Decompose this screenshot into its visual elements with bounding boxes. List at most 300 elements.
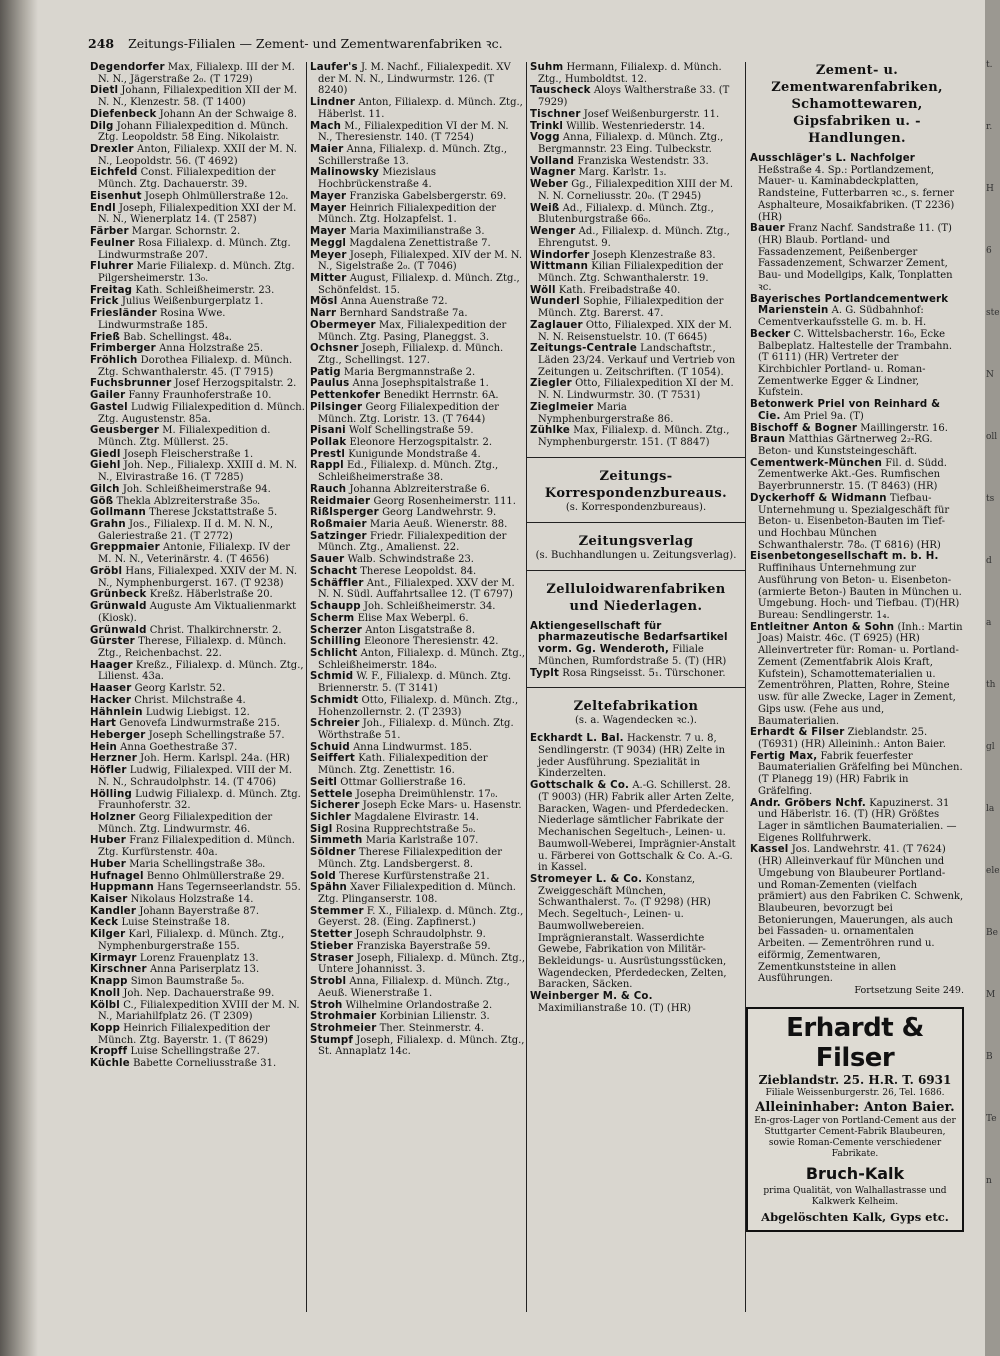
entry-name: Dietl — [90, 85, 119, 97]
directory-entry — [310, 789, 526, 801]
directory-entry — [310, 97, 526, 120]
entry-details: Hans, Filialexped. XXIV der M. N. N., Nymphenburgerst. 167. (T 9238) — [98, 565, 298, 589]
directory-entry — [530, 156, 742, 168]
entry-name: Stroh — [310, 999, 343, 1011]
entry-name: Pettenkofer — [310, 390, 381, 402]
entry-details: Therese Kurfürstenstraße 21. — [339, 870, 490, 882]
entry-name: Gürster — [90, 636, 135, 648]
entry-name: Schlicht — [310, 647, 358, 659]
edge-text: la — [986, 804, 995, 814]
entry-details: Ant., Filialexped. XXV der M. N. N. Südl. Auffahrtsallee 12. (T 6797) — [318, 577, 515, 601]
entry-name: Patig — [310, 366, 341, 378]
entry-details: Joseph, Filialexpedition XXI der M. N. N., Wienerplatz 14. (T 2587) — [98, 202, 297, 226]
entry-details: Friedr. Filialexpedition der Münch. Ztg., Amalienst. 22. — [318, 530, 507, 554]
directory-entry — [750, 622, 964, 727]
directory-entry — [750, 798, 964, 845]
entry-details: Christ. Thalkirchnerstr. 2. — [149, 624, 282, 636]
directory-entry — [90, 402, 305, 425]
entries-zelluloid — [530, 621, 742, 680]
directory-entry — [750, 294, 964, 329]
edge-text: ste — [986, 308, 1000, 318]
edge-text: N — [986, 370, 994, 380]
directory-entry — [90, 167, 305, 190]
directory-entry — [310, 906, 526, 929]
entry-name: Bauer — [750, 223, 785, 235]
directory-entry — [310, 882, 526, 905]
entry-name: Gollmann — [90, 507, 146, 519]
directory-entry — [90, 332, 305, 344]
entry-details: C. Wittelsbacherstr. 16₀, Ecke Balbeplatz. Haltestelle der Trambahn. (T 6111) (HR) Vertreter der Kirchbichler Portland- u. Roman-Zementwerke Egger & Lindner, Kufstein. — [758, 328, 953, 399]
directory-entry — [530, 285, 742, 297]
directory-entry — [90, 1046, 305, 1058]
edge-text: ts — [986, 494, 995, 504]
entry-name: Satzinger — [310, 530, 367, 542]
entry-details: Margar. Schornstr. 2. — [131, 226, 241, 238]
directory-entry — [90, 390, 305, 402]
directory-entry — [750, 223, 964, 293]
divider — [526, 570, 746, 571]
entry-details: Max, Filialexp. III der M. N. N., Jägerstraße 2₀. (T 1729) — [98, 62, 295, 85]
entry-name: Söldner — [310, 847, 356, 859]
entry-details: Kath. Filialexpedition der Münch. Ztg. Zenettistr. 16. — [318, 753, 488, 777]
directory-entry — [90, 296, 305, 308]
directory-entry — [310, 742, 526, 754]
entry-name: Hölling — [90, 788, 132, 800]
entry-name: Meggl — [310, 237, 347, 249]
entry-name: Greppmaier — [90, 542, 160, 554]
entries-zelte — [530, 733, 742, 1014]
entry-details: Josef Herzogspitalstr. 2. — [174, 378, 297, 390]
directory-entry — [750, 434, 964, 457]
entry-name: Wöll — [530, 284, 556, 296]
entry-details: Anna, Filialexp. d. Münch. Ztg., Bergmannstr. 23 Eing. Tulbeckstr. — [538, 132, 724, 156]
ad-description: En-gros-Lager von Portland-Cement aus der Stuttgarter Cement-Fabrik Blaubeuren, sowie Roman-Cemente verschiedener Fabrikate. — [754, 1115, 956, 1159]
directory-entry — [90, 976, 305, 988]
entry-details: Marg. Karlstr. 1₃. — [578, 167, 667, 179]
ad-owner: Alleininhaber: Anton Baier. — [755, 1099, 955, 1115]
entry-details: Anna, Filialexp. d. Münch. Ztg., Schillerstraße 13. — [318, 144, 508, 167]
directory-entry — [90, 625, 305, 637]
entry-name: Ochsner — [310, 343, 359, 355]
directory-entry — [310, 812, 526, 824]
directory-entry — [530, 109, 742, 121]
directory-entry — [90, 507, 305, 519]
entry-details: Eleonore Herzogspitalstr. 2. — [349, 437, 493, 448]
entry-name: Kopp — [90, 1022, 121, 1034]
entry-name: Grahn — [90, 519, 126, 531]
entry-details: Fil. d. Südd. Zementwerke Akt.-Ges. Rumfischen Bayerbrunnerstr. 15. (T 8463) (HR) — [758, 457, 947, 493]
entry-details: Miezislaus Hochbrückenstraße 4. — [318, 167, 437, 191]
directory-entry — [750, 153, 964, 223]
entry-details: Heinrich Filialexpedition der Münch. Ztg. Bayerstr. 1. (T 8629) — [98, 1022, 270, 1046]
edge-text: H — [986, 184, 994, 194]
entry-details: Joseph, Filialexped. XIV der M. N. N., Sigelstraße 2₀. (T 7046) — [318, 249, 523, 273]
entry-name: Sigl — [310, 823, 333, 835]
entry-details: Jos., Filialexp. II d. M. N. N., Galeriestraße 21. (T 2772) — [98, 519, 274, 542]
directory-entry — [310, 460, 526, 483]
directory-entry — [530, 991, 742, 1014]
entry-details: M. Filialexpedition d. Münch. Ztg. Müllerst. 25. — [98, 425, 271, 448]
directory-entry — [310, 519, 526, 531]
running-header — [88, 35, 503, 52]
entry-details: Maria Nymphenburgerstraße 86. — [538, 401, 674, 425]
directory-entry — [530, 167, 742, 179]
entry-name: Wagner — [530, 167, 576, 179]
entry-name: Dyckerhoff & Widmann — [750, 492, 887, 504]
directory-entry — [310, 296, 526, 308]
directory-entry — [530, 296, 742, 319]
entry-name: Settele — [310, 788, 353, 800]
entry-details: Kreßz. Häberlstraße 20. — [149, 589, 273, 601]
entry-details: Maximilianstraße 10. (T) (HR) — [538, 1002, 691, 1014]
entry-name: Andr. Gröbers Nchf. — [750, 797, 866, 809]
directory-entry — [90, 953, 305, 965]
directory-entry — [90, 109, 305, 121]
entry-name: Roßmaier — [310, 519, 367, 531]
directory-entry — [310, 824, 526, 836]
entry-name: Scherzer — [310, 624, 363, 636]
entry-name: Grünwald — [90, 624, 147, 636]
entry-details: Julius Weißenburgerplatz 1. — [121, 296, 264, 308]
directory-entry — [310, 1035, 526, 1058]
directory-entry — [90, 1058, 305, 1070]
entry-name: Pilsinger — [310, 401, 363, 413]
entry-name: Haaser — [90, 683, 132, 695]
entry-details: Josepha Dreimühlenstr. 17₀. — [355, 788, 498, 800]
entry-details: Maria Bergmannstraße 2. — [343, 366, 476, 378]
directory-entry — [90, 906, 305, 918]
entry-name: Schuid — [310, 741, 350, 753]
section-note-zelte: (s. a. Wagendecken ꝛc.). — [575, 715, 697, 727]
entry-details: Ad., Filialexp. d. Münch. Ztg., Ehrengutst. 9. — [538, 226, 730, 249]
entry-details: Georg Filialexpedition der Münch. Ztg. Loristr. 13. (T 7644) — [318, 401, 499, 425]
directory-entry — [310, 226, 526, 238]
entry-name: Mayer — [310, 226, 347, 238]
section-title-zelluloid: Zelluloidwarenfabriken und Niederlagen. — [546, 581, 726, 614]
entry-name: Gastel — [90, 401, 128, 413]
entry-name: Frieß — [90, 331, 121, 343]
directory-entry — [530, 132, 742, 155]
edge-text: B — [986, 1052, 993, 1062]
entry-details: Willib. Westenriederstr. 14. — [566, 120, 705, 132]
section-note-korrespondenz: (s. Korrespondenzbureaus). — [565, 501, 707, 513]
entry-details: Georg Rosenheimerstr. 111. — [373, 495, 516, 507]
entry-details: M., Filialexpedition VI der M. N. N., Theresienstr. 140. (T 7254) — [318, 120, 509, 144]
directory-entry — [310, 835, 526, 847]
entry-name: Maier — [310, 144, 344, 156]
entry-details: Elise Max Weberpl. 6. — [357, 612, 469, 624]
entry-name: Vogg — [530, 132, 560, 144]
edge-text: M — [986, 990, 996, 1000]
directory-entry — [90, 1023, 305, 1046]
edge-text: oll — [986, 432, 998, 442]
entry-name: Weinberger M. & Co. — [530, 991, 653, 1003]
section-title-zement: Zement- u. Zementwarenfabriken, Schamottewaren, Gipsfabriken u. -Handlungen. — [771, 63, 943, 146]
entry-details: Otto, Filialexped. XIX der M. N. N. Reisenstuelstr. 10. (T 6645) — [538, 319, 732, 343]
directory-entry — [310, 1000, 526, 1012]
entry-name: Schmid — [310, 671, 354, 683]
entry-details: Xaver Filialexpedition d. Münch. Ztg. Plinganserstr. 108. — [318, 882, 516, 906]
entry-details: Antonie, Filialexp. IV der M. N. N., Veterinärstr. 4. (T 4656) — [98, 542, 291, 566]
directory-entry — [90, 835, 305, 858]
directory-entry — [90, 121, 305, 144]
directory-entry — [310, 402, 526, 425]
entry-details: F. X., Filialexp. d. Münch. Ztg., Geyerst. 28. (Eing. Zapfinerst.) — [318, 905, 524, 929]
entry-name: Reidmaier — [310, 495, 371, 507]
entry-name: Laufer's — [310, 62, 358, 73]
entry-name: Meyer — [310, 249, 347, 261]
entry-details: Kapuzinerst. 31 und Häberlstr. 16. (T) (HR) Größtes Lager in sämtlichen Baumaterialien. — Eigenes Rollfuhrwerk. — [758, 797, 957, 844]
directory-entry — [750, 458, 964, 493]
directory-entry — [750, 399, 964, 422]
entry-details: Johann Bayerstraße 87. — [139, 905, 260, 917]
directory-entry — [310, 203, 526, 226]
entry-name: Entleitner Anton & Sohn — [750, 621, 895, 633]
section-title-verlag: Zeitungsverlag — [578, 533, 694, 549]
entry-details: Sophie, Filialexpedition der Münch. Ztg. Barerst. 47. — [538, 296, 724, 320]
entry-name: Braun — [750, 434, 786, 446]
entry-name: Wenger — [530, 226, 576, 238]
entry-name: Seitl — [310, 776, 338, 788]
entry-details: Nikolaus Holzstraße 14. — [130, 894, 254, 906]
entry-details: Therese Filialexpedition der Münch. Ztg. Landsbergerst. 8. — [318, 847, 502, 870]
directory-entry — [310, 566, 526, 578]
entry-details: A.-G. Schillerst. 28. (T 9003) (HR) Fabrik aller Arten Zelte, Baracken, Wagen- und Pferdedecken. Niederlage sämtlicher Fabrikate der Mechanischen Segeltuch-, Leinen- u. Baumwoll-Weberei, Imprägnier-Anstalt u. Färberei von Gottschalk & Co. A.-G. in Kassel. — [538, 780, 736, 874]
entry-details: Georg Karlstr. 52. — [134, 683, 226, 695]
entry-details: Anton Lisgatstraße 8. — [365, 624, 476, 636]
entry-details: Christ. Milchstraße 4. — [134, 694, 246, 706]
entry-details: Matthias Gärtnerweg 2₂-RG. Beton- und Kunststeingeschäft. — [758, 434, 933, 457]
entry-name: Höfler — [90, 765, 127, 777]
entry-name: Eisenhut — [90, 190, 142, 202]
entry-name: Herzner — [90, 753, 137, 765]
entry-name: Kandler — [90, 905, 137, 917]
directory-entry — [90, 871, 305, 883]
entry-details: Joh. Schleißheimerstraße 94. — [122, 483, 271, 495]
directory-entry — [310, 625, 526, 637]
entry-details: Anna Goethestraße 37. — [120, 741, 238, 753]
directory-entry — [310, 425, 526, 437]
directory-entry — [530, 179, 742, 202]
directory-entry — [90, 62, 305, 85]
directory-entry — [310, 941, 526, 953]
edge-text: Te — [986, 1114, 997, 1124]
section-note-verlag: (s. Buchhandlungen u. Zeitungsverlag). — [535, 549, 737, 561]
directory-entry — [90, 378, 305, 390]
entry-details: Otto, Filialexp. d. Münch. Ztg., Hohenzollernstr. 2. (T 2393) — [318, 694, 519, 718]
entry-details: Ed., Filialexp. d. Münch. Ztg., Schleißheimerstraße 38. — [318, 460, 499, 484]
directory-entry — [310, 367, 526, 379]
entry-name: Strohmeier — [310, 1022, 377, 1034]
entry-details: Johann An der Schwaige 8. — [159, 108, 297, 120]
entry-name: Scherm — [310, 612, 355, 624]
entry-name: Gailer — [90, 390, 126, 402]
directory-entry — [310, 648, 526, 671]
entry-details: August, Filialexp. d. Münch. Ztg., Schönfeldst. 15. — [318, 272, 520, 296]
entry-name: Haager — [90, 659, 133, 671]
directory-entry — [90, 589, 305, 601]
entry-name: Ausschläger's L. Nachfolger — [750, 153, 916, 164]
directory-entry — [750, 844, 964, 985]
edge-text: r. — [986, 122, 993, 132]
entry-name: Paulus — [310, 378, 350, 390]
directory-entry — [310, 62, 526, 97]
entry-details: Ludwig Filialexp. d. Münch. Ztg. Fraunhoferstr. 32. — [98, 788, 301, 812]
entry-details: Joh. Herm. Karlspl. 24a. (HR) — [140, 753, 290, 765]
directory-entry — [90, 859, 305, 871]
entry-details: Rosa Filialexp. d. Münch. Ztg. Lindwurmstraße 207. — [98, 237, 291, 261]
entry-details: Ludwig Filialexpedition d. Münch. Ztg. Augustenstr. 85a. — [98, 401, 305, 425]
directory-entry — [310, 636, 526, 648]
entry-details: W. F., Filialexp. d. Münch. Ztg. Briennerstr. 5. (T 3141) — [318, 671, 512, 695]
entry-details: Therese, Filialexp. d. Münch. Ztg., Reichenbachst. 22. — [98, 636, 287, 659]
directory-entry — [90, 765, 305, 788]
entry-name: Göß — [90, 495, 114, 507]
entry-details: Zieblandstr. 25. (T6931) (HR) Alleininh.: Anton Baier. — [758, 727, 946, 750]
entry-details: Maria Karlstraße 107. — [365, 835, 479, 847]
directory-entry — [310, 343, 526, 366]
entry-name: Fertig Max, — [750, 750, 818, 762]
entry-details: Rosa Ringseisst. 5₁. Türschoner. — [562, 667, 726, 679]
directory-entry — [90, 695, 305, 707]
directory-entry — [310, 800, 526, 812]
entry-details: Wilhelmine Orlandostraße 2. — [345, 999, 493, 1011]
entry-name: Hacker — [90, 694, 132, 706]
directory-entry — [310, 378, 526, 390]
entry-details: Luise Steinstraße 18. — [121, 917, 230, 929]
directory-entry — [90, 542, 305, 565]
entry-name: Huber — [90, 858, 127, 870]
entry-details: Joh. Nep. Dachauerstraße 99. — [123, 987, 275, 999]
ad-address: Zieblandstr. 25. H.R. T. 6931 — [758, 1072, 952, 1087]
ad-closing: Abgelöschten Kalk, Gyps etc. — [761, 1209, 949, 1224]
entry-name: Feulner — [90, 237, 135, 249]
entry-name: Mayer — [310, 202, 347, 214]
entry-details: Josef Weißenburgerstr. 11. — [583, 108, 720, 120]
entry-name: Ziegler — [530, 378, 572, 390]
directory-entry — [530, 402, 742, 425]
entry-name: Frimberger — [90, 343, 156, 355]
entry-name: Typlt — [530, 667, 560, 679]
directory-entry — [530, 780, 742, 874]
directory-entry — [90, 742, 305, 754]
directory-entry — [90, 425, 305, 448]
entry-name: Schilling — [310, 636, 361, 648]
divider — [526, 522, 746, 523]
edge-text: Be — [986, 928, 998, 938]
directory-entry — [310, 753, 526, 776]
directory-entry — [310, 191, 526, 203]
entry-name: Rißlsperger — [310, 507, 379, 519]
entry-name: Erhardt & Filser — [750, 727, 845, 739]
entry-name: Sicherer — [310, 800, 360, 812]
entry-name: Spähn — [310, 882, 348, 894]
directory-entry — [90, 566, 305, 589]
entry-name: Stumpf — [310, 1034, 353, 1046]
entry-name: Zeitungs-Centrale — [530, 343, 637, 355]
entry-name: Holzner — [90, 812, 136, 823]
entry-name: Küchle — [90, 1058, 130, 1070]
advertisement-box — [746, 1007, 964, 1232]
entry-name: Tischner — [530, 108, 581, 120]
entry-details: Anna, Filialexp. d. Münch. Ztg., Aeuß. Wienerstraße 1. — [318, 976, 510, 999]
entry-details: Hermann, Filialexp. d. Münch. Ztg., Humboldtst. 12. — [538, 62, 722, 85]
entry-name: Eichfeld — [90, 167, 138, 179]
directory-entry — [310, 671, 526, 694]
entry-details: Ther. Steinmerstr. 4. — [379, 1022, 485, 1034]
entry-details: Ad., Filialexp. d. Münch. Ztg., Blutenburgstraße 66₀. — [538, 202, 714, 226]
entry-name: Mitter — [310, 272, 347, 284]
entry-name: Kirschner — [90, 964, 147, 976]
entry-name: Sichler — [310, 812, 351, 823]
edge-text: d — [986, 556, 992, 566]
entry-name: Aktiengesellschaft für pharmazeutische Bedarfsartikel vorm. Gg. Wenderoth, — [530, 620, 728, 656]
entry-name: Bayerisches Portlandcementwerk Marienstein — [750, 293, 949, 317]
directory-entry — [310, 144, 526, 167]
entry-details: J. M. Nachf., Filialexpedit. XV der M. N. N., Lindwurmstr. 126. (T 8240) — [318, 62, 511, 97]
entry-name: Seiffert — [310, 753, 356, 765]
entry-details: C., Filialexpedition XVIII der M. N. N., Mariahilfplatz 26. (T 2309) — [98, 999, 300, 1023]
entry-details: Therese Jckstattstraße 5. — [149, 507, 278, 519]
entry-details: Magdalene Elvirastr. 14. — [354, 812, 479, 823]
entry-name: Zühlke — [530, 425, 570, 437]
entry-name: Knapp — [90, 976, 128, 988]
entry-name: Eckhardt L. Bal. — [530, 733, 624, 745]
directory-entry — [750, 751, 964, 798]
entry-details: Thekla Ablzreiterstraße 35₀. — [116, 495, 261, 507]
directory-entry — [90, 191, 305, 203]
entry-name: Dilg — [90, 120, 114, 132]
directory-entry — [310, 238, 526, 250]
directory-entry — [90, 812, 305, 835]
entry-details: Anna Josephspitalstraße 1. — [352, 378, 489, 390]
entry-details: Kath. Freibadstraße 40. — [558, 284, 681, 296]
entry-name: Strobl — [310, 976, 347, 988]
entry-details: Simon Baumstraße 5₀. — [130, 976, 245, 988]
directory-entry — [310, 273, 526, 296]
entry-details: Maria Schellingstraße 38₀. — [129, 858, 266, 870]
entry-details: Luise Schellingstraße 27. — [130, 1046, 260, 1058]
column-4 — [750, 62, 964, 1232]
entry-name: Fuchsbrunner — [90, 378, 172, 390]
entry-details: Johann Filialexpedition d. Münch. Ztg. Leopoldstr. 58 Eing. Nikolaistr. — [98, 120, 289, 144]
entry-details: Kreßz., Filialexp. d. Münch. Ztg., Lilienst. 43a. — [98, 659, 304, 683]
divider — [526, 687, 746, 688]
directory-entry — [530, 668, 742, 680]
entry-name: Stemmer — [310, 905, 364, 917]
entry-details: Maria Maximilianstraße 3. — [349, 226, 485, 238]
directory-entry — [90, 449, 305, 461]
directory-entry — [530, 425, 742, 448]
directory-entry — [530, 226, 742, 249]
directory-entry — [750, 551, 964, 621]
entries-z — [530, 62, 742, 449]
entry-name: Mach — [310, 120, 342, 132]
entry-name: Kölbl — [90, 999, 120, 1011]
directory-entry — [310, 390, 526, 402]
entry-name: Fluhrer — [90, 261, 134, 273]
section-title-korrespondenz: Zeitungs-Korrespondenzbureaus. — [544, 468, 728, 501]
directory-entry — [310, 718, 526, 741]
entry-name: Giehl — [90, 460, 121, 472]
entry-details: Kilian Filialexpedition der Münch. Ztg. Schwanthalerstr. 19. — [538, 261, 724, 284]
entry-name: Zaglauer — [530, 319, 583, 331]
ad-product-description: prima Qualität, von Walhallastrasse und Kalkwerk Kelheim. — [763, 1185, 947, 1207]
ad-branch: Filiale Weissenburgerstr. 26, Tel. 1686. — [765, 1087, 945, 1098]
directory-entry — [310, 507, 526, 519]
entry-name: Gilch — [90, 483, 120, 495]
entry-details: Eleonore Theresienstr. 42. — [364, 636, 499, 648]
